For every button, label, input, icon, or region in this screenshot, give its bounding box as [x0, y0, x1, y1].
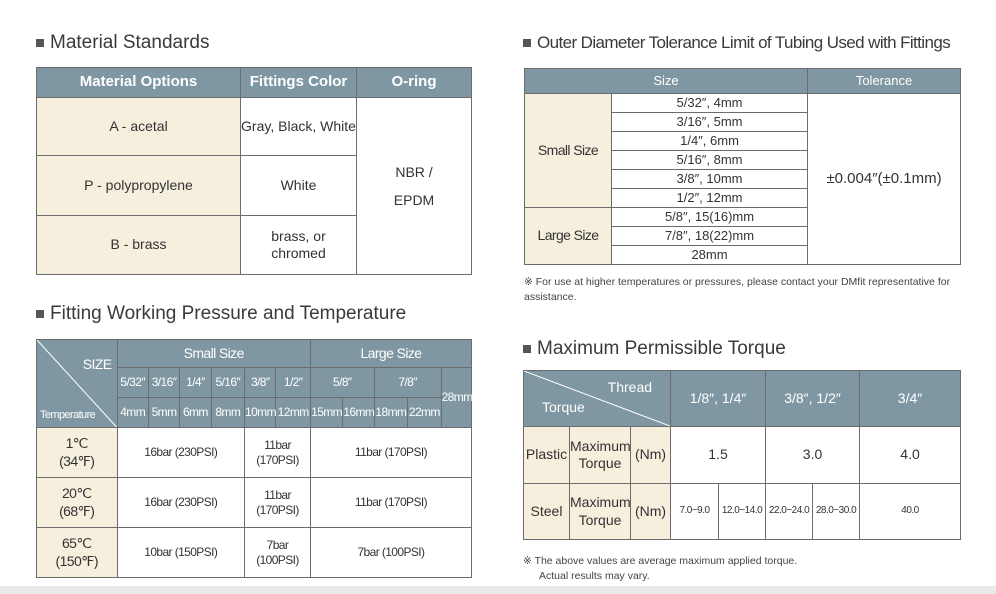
pressure-value: 10bar (150PSI): [117, 528, 245, 578]
size-cell: 1/4″, 6mm: [612, 132, 808, 151]
small-size-label: Small Size: [525, 94, 612, 208]
inch-size: 5/32″: [117, 368, 148, 398]
header-size: Size: [525, 69, 808, 94]
torque-material: Plastic: [524, 427, 570, 484]
pressure-title: Fitting Working Pressure and Temperature: [50, 303, 407, 324]
temp-fahrenheit: (150℉): [55, 552, 98, 569]
torque-label-cell: [570, 427, 631, 484]
bullet-square-icon: [523, 345, 531, 353]
size-label: SIZE: [82, 356, 112, 372]
mm-size: 16mm: [343, 398, 374, 428]
inch-size: 3/8″: [245, 368, 276, 398]
temperature-cell: [37, 428, 118, 478]
pressure-value: 16bar (230PSI): [117, 428, 245, 478]
torque-note: [523, 554, 797, 584]
tolerance-note: ※ For use at higher temperatures or pressures, please contact your DMfit representative for assistance.: [524, 276, 951, 304]
inch-size: 5/8″: [310, 368, 374, 398]
oring-value: NBR / EPDM: [393, 164, 435, 208]
max-label: Maximum: [570, 437, 631, 454]
mm-size: 10mm: [245, 398, 276, 428]
max-label: Maximum: [570, 494, 631, 510]
torque-unit: (Nm): [631, 427, 671, 484]
pressure-heading: [36, 303, 406, 325]
large-size-header: Large Size: [310, 340, 471, 368]
torque-unit: (Nm): [631, 484, 671, 540]
torque-label-cell: [570, 484, 631, 540]
torque-word: Torque: [578, 511, 622, 528]
size-cell: 5/8″, 15(16)mm: [612, 208, 808, 227]
inch-size: 1/4″: [180, 368, 211, 398]
mm-size: 18mm: [374, 398, 407, 428]
thread-label: Thread: [607, 379, 653, 395]
torque-value: 12.0~14.0: [719, 484, 766, 540]
large-size-label: Large Size: [525, 208, 612, 265]
material-standards-table: [36, 67, 472, 275]
header-tolerance: Tolerance: [808, 69, 961, 94]
torque-value: 40.0: [860, 484, 961, 540]
inch-size: 3/16″: [148, 368, 179, 398]
size-temperature-corner: [37, 340, 118, 428]
torque-table: [523, 370, 961, 540]
torque-label: Torque: [542, 398, 585, 415]
torque-value: 28.0~30.0: [813, 484, 860, 540]
mm-size: 4mm: [117, 398, 148, 428]
size-cell: 5/32″, 4mm: [612, 94, 808, 113]
temperature-cell: [37, 478, 118, 528]
header-material-options: Material Options: [37, 68, 241, 98]
material-cell: P - polypropylene: [37, 156, 241, 216]
thread-torque-corner: [524, 371, 671, 427]
color-cell: brass, or chromed: [241, 216, 357, 275]
torque-value: 3.0: [766, 427, 860, 484]
pressure-value-mid: [245, 428, 311, 478]
tolerance-heading: [523, 33, 950, 53]
temp-fahrenheit: (34℉): [59, 452, 95, 469]
material-cell: A - acetal: [37, 98, 241, 156]
temp-celsius: 20℃: [62, 485, 92, 501]
small-size-header: Small Size: [117, 340, 310, 368]
tolerance-table: [524, 68, 961, 265]
color-cell: Gray, Black, White: [241, 98, 357, 156]
tolerance-title: Outer Diameter Tolerance Limit of Tubing Used with Fittings: [537, 33, 951, 52]
mm-size: 12mm: [276, 398, 311, 428]
mm-size: 28mm: [441, 368, 471, 428]
temp-celsius: 65℃: [62, 535, 92, 551]
material-standards-heading: [36, 32, 209, 54]
header-oring: O-ring: [357, 68, 472, 98]
torque-value: 4.0: [860, 427, 961, 484]
pressure-value: 16bar (230PSI): [117, 478, 245, 528]
pressure-bar: 7bar: [266, 537, 289, 552]
pressure-bar: 11bar: [264, 487, 291, 502]
bullet-square-icon: [523, 39, 531, 47]
torque-value: 1.5: [671, 427, 766, 484]
mm-size: 8mm: [211, 398, 244, 428]
thread-size: 3/8″, 1/2″: [766, 371, 860, 427]
mm-size: 22mm: [408, 398, 441, 428]
size-cell: 5/16″, 8mm: [612, 151, 808, 170]
inch-size: 5/16″: [211, 368, 244, 398]
temp-celsius: 1℃: [65, 435, 88, 451]
size-cell: 28mm: [612, 246, 808, 265]
torque-note-line2: Actual results may vary.: [539, 570, 650, 583]
thread-size: 1/8″, 1/4″: [671, 371, 766, 427]
color-cell: White: [241, 156, 357, 216]
pressure-table: [36, 339, 472, 578]
pressure-value: 11bar (170PSI): [310, 478, 471, 528]
mm-size: 15mm: [310, 398, 342, 428]
size-cell: 3/8″, 10mm: [612, 170, 808, 189]
header-fittings-color: Fittings Color: [241, 68, 357, 98]
bullet-square-icon: [36, 310, 44, 318]
thread-size: 3/4″: [860, 371, 961, 427]
torque-note-line1: ※ The above values are average maximum applied torque.: [523, 555, 798, 567]
torque-value: 22.0~24.0: [766, 484, 813, 540]
torque-word: Torque: [578, 455, 622, 471]
size-cell: 7/8″, 18(22)mm: [612, 227, 808, 246]
pressure-psi: (170PSI): [256, 502, 299, 517]
pressure-psi: (100PSI): [256, 552, 299, 567]
pressure-psi: (170PSI): [256, 452, 299, 467]
bullet-square-icon: [36, 39, 44, 47]
bottom-divider: [0, 586, 996, 594]
inch-size: 1/2″: [276, 368, 311, 398]
temp-fahrenheit: (68℉): [59, 502, 95, 519]
size-cell: 3/16″, 5mm: [612, 113, 808, 132]
size-cell: 1/2″, 12mm: [612, 189, 808, 208]
pressure-value-mid: [245, 478, 311, 528]
torque-heading: [523, 338, 786, 360]
torque-material: Steel: [524, 484, 570, 540]
pressure-value: 7bar (100PSI): [310, 528, 471, 578]
mm-size: 6mm: [180, 398, 211, 428]
torque-value: 7.0~9.0: [671, 484, 719, 540]
torque-title: Maximum Permissible Torque: [537, 338, 786, 359]
inch-size: 7/8″: [374, 368, 441, 398]
material-cell: B - brass: [37, 216, 241, 275]
temperature-label: Temperature: [40, 409, 96, 422]
pressure-bar: 11bar: [264, 437, 291, 452]
material-standards-title: Material Standards: [50, 32, 210, 53]
pressure-value-mid: [245, 528, 311, 578]
oring-cell: [357, 98, 472, 275]
pressure-value: 11bar (170PSI): [310, 428, 471, 478]
temperature-cell: [37, 528, 118, 578]
mm-size: 5mm: [148, 398, 179, 428]
tolerance-value: ±0.004″(±0.1mm): [808, 94, 961, 265]
